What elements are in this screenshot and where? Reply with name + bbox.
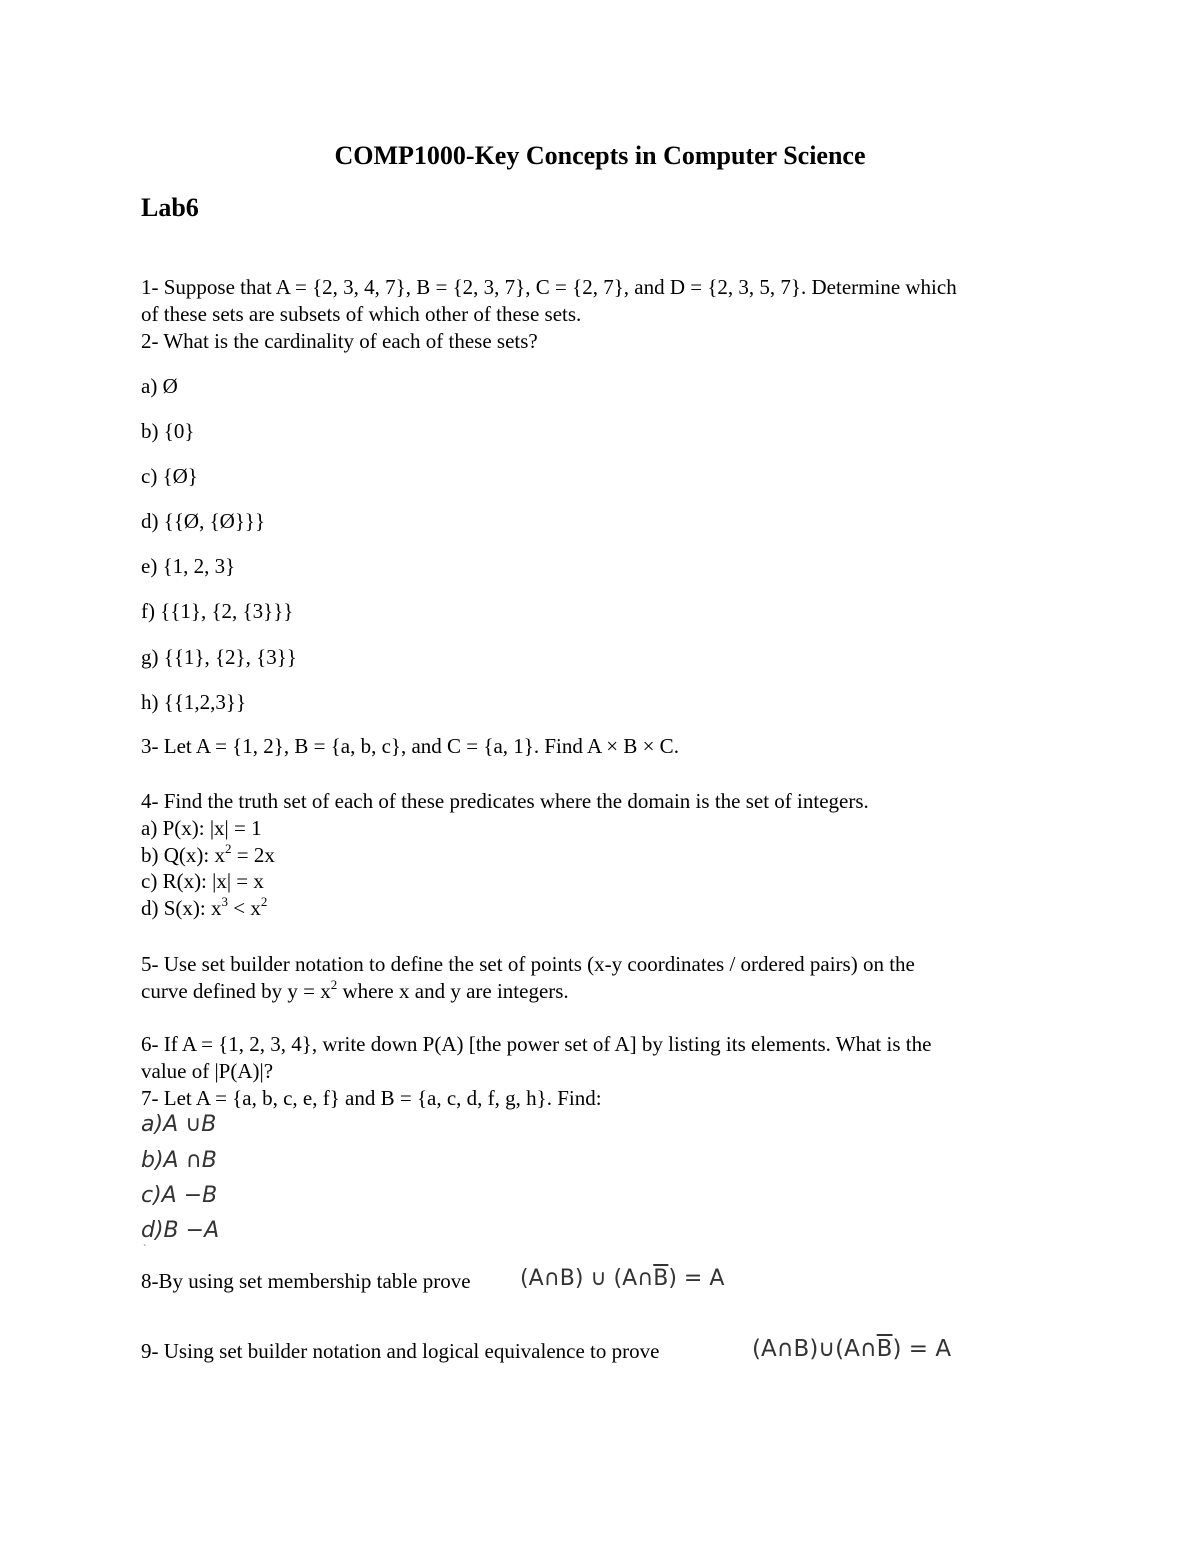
question-6-line-2: value of |P(A)|? <box>141 1059 274 1083</box>
question-1-line-1: 1- Suppose that A = {2, 3, 4, 7}, B = {2, 3, 7}, C = {2, 7}, and D = {2, 3, 5, 7}. Determine which <box>141 275 957 299</box>
question-2-item-b: b) {0} <box>141 419 195 443</box>
question-5-line-2: curve defined by $y = x^2$ where x and y are integers. <box>141 977 569 1003</box>
question-2-item-e: e) {1, 2, 3} <box>141 554 236 578</box>
question-9-text: 9- Using set builder notation and logical equivalence to prove <box>141 1339 660 1363</box>
question-4-item-a: a) P(x): |x| = 1 <box>141 816 262 840</box>
question-7-text: 7- Let A = {a, b, c, e, f} and B = {a, c, d, f, g, h}. Find: <box>141 1086 602 1110</box>
question-6-line-1: 6- If A = {1, 2, 3, 4}, write down P(A) [the power set of A] by listing its elements. What is the <box>141 1032 932 1056</box>
question-7-item-c: c)A −B <box>141 1183 218 1208</box>
question-7-item-a: a)A ∪B <box>141 1112 217 1137</box>
question-1-line-2: of these sets are subsets of which other of these sets. <box>141 302 582 326</box>
question-3-text: 3- Let A = {1, 2}, B = {a, b, c}, and C = {a, 1}. Find A × B × C. <box>141 734 679 758</box>
question-4-item-c: c) R(x): |x| = x <box>141 869 264 893</box>
question-4-text: 4- Find the truth set of each of these predicates where the domain is the set of integers. <box>141 789 869 813</box>
stray-mark: ` <box>143 1244 147 1255</box>
document-title: COMP1000-Key Concepts in Computer Science <box>334 141 866 170</box>
question-2-item-a: a) Ø <box>141 374 178 398</box>
question-2-text: 2- What is the cardinality of each of these sets? <box>141 329 538 353</box>
question-2-item-g: g) {{1}, {2}, {3}} <box>141 645 297 669</box>
question-7-item-b: b)A ∩B <box>141 1148 217 1173</box>
question-8-text: 8-By using set membership table prove <box>141 1269 471 1293</box>
question-2-item-c: c) {Ø} <box>141 464 198 488</box>
question-5-line-1: 5- Use set builder notation to define the set of points (x-y coordinates / ordered pairs) on the <box>141 952 915 976</box>
question-2-item-h: h) {{1,2,3}} <box>141 690 247 714</box>
question-4-item-b: b) Q(x): $x^2 = 2x$ <box>141 841 275 867</box>
question-9-expression: $(A\cap B)\cup(A\cap\overline{B}) = A$ <box>752 1336 952 1362</box>
question-2-item-f: f) {{1}, {2, {3}}} <box>141 599 294 623</box>
question-4-item-d: d) S(x): $x^3 < x^2$ <box>141 894 268 920</box>
question-7-item-d: d)B −A <box>141 1218 220 1243</box>
question-2-item-d: d) {{Ø, {Ø}}} <box>141 509 266 533</box>
lab-heading: Lab6 <box>141 193 199 222</box>
question-8-expression: (A∩B) ∪ $(A\cap\overline{B}) = A$ <box>520 1266 725 1291</box>
